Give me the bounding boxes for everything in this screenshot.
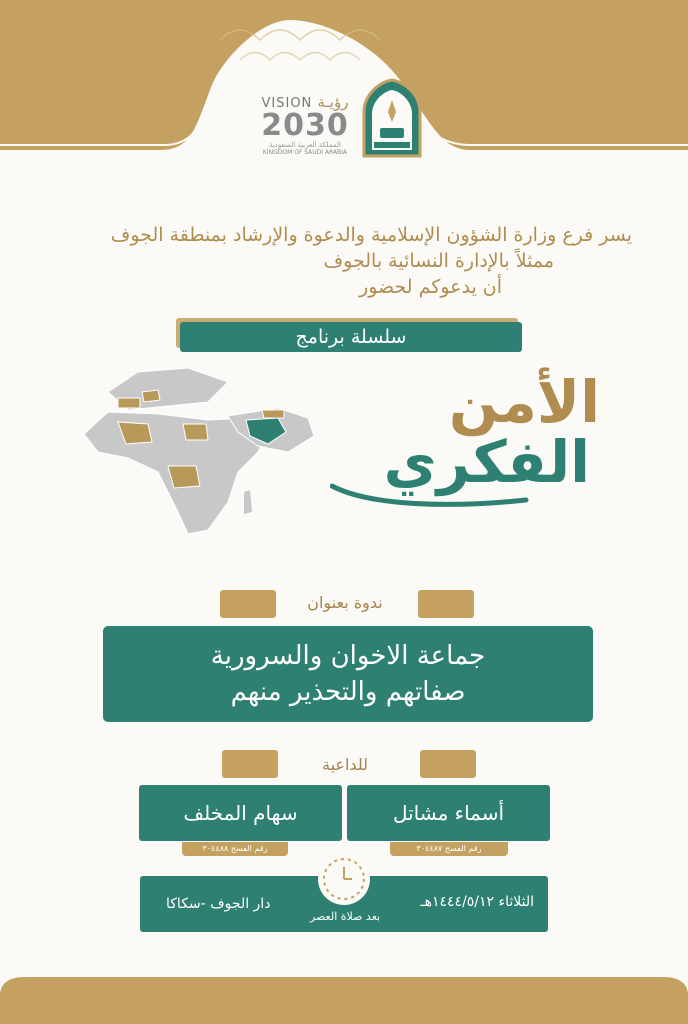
seminar-label-ornament-right: [418, 590, 474, 618]
footer-ornament-band: [0, 975, 688, 1024]
invitation-text: [32, 222, 632, 300]
vision-arabic: رؤيـة: [317, 93, 349, 111]
speaker-1-permit: رقم الفسح ٣٠٤٤٨٧: [390, 842, 508, 856]
speaker-2-name-box: سهام المخلف: [139, 785, 342, 841]
program-logo-swash: [330, 478, 530, 508]
seminar-title-line-2: صفاتهم والتحذير منهم: [230, 677, 466, 707]
invitation-line-2: ممثلاً بالإدارة النسائية بالجوف: [323, 250, 554, 272]
speaker-1-name-box: أسماء مشاتل: [347, 785, 550, 841]
clock-icon: [318, 853, 370, 905]
series-label-bar: سلسلة برنامج: [180, 322, 522, 352]
vision-title: VISION: [261, 96, 313, 111]
speakers-label-ornament-left: [222, 750, 278, 778]
region-map-illustration: [78, 362, 318, 538]
event-time: بعد صلاة العصر: [309, 910, 381, 923]
program-logo-word-2: الفكري: [383, 428, 590, 496]
program-logo-word-1: الأمن: [448, 368, 600, 436]
invitation-line-3: أن يدعوكم لحضور: [359, 276, 502, 298]
vision-year: 2030: [261, 108, 349, 143]
speakers-label: للداعية: [322, 755, 368, 774]
seminar-title-box: [103, 626, 593, 722]
seminar-label: ندوة بعنوان: [307, 593, 383, 612]
event-date: الثلاثاء ١٤٤٤/٥/١٢هـ: [420, 894, 534, 910]
ministry-logo-icon: [360, 78, 424, 158]
event-place: دار الجوف -سكاكا: [166, 896, 271, 912]
vision-kingdom-en: KINGDOM OF SAUDI ARABIA: [262, 149, 348, 156]
seminar-title-line-1: جماعة الاخوان والسرورية: [210, 641, 486, 671]
invitation-line-1: يسر فرع وزارة الشؤون الإسلامية والدعوة والإرشاد بمنطقة الجوف: [110, 224, 632, 246]
vision-2030-logo: [250, 92, 360, 156]
speaker-2-permit: رقم الفسح ٣٠٤٤٨٨: [182, 842, 288, 856]
speakers-label-ornament-right: [420, 750, 476, 778]
seminar-label-ornament-left: [220, 590, 276, 618]
vision-kingdom-ar: المملكة العربية السعودية: [269, 141, 341, 149]
